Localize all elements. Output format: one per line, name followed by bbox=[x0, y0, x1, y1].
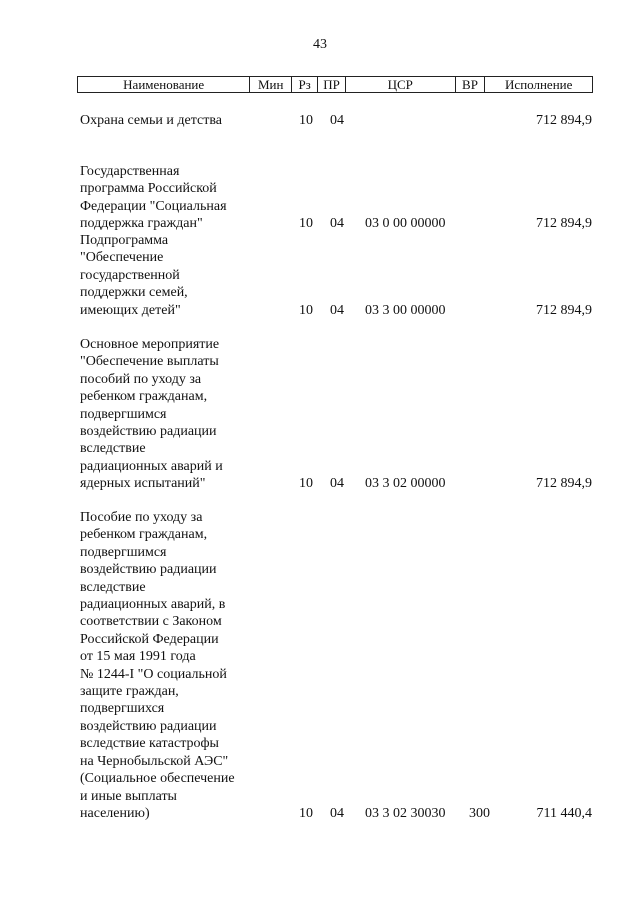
page-number: 43 bbox=[313, 37, 327, 52]
row-csr: 03 0 00 00000 bbox=[365, 216, 446, 232]
table-row bbox=[80, 232, 592, 319]
row-csr: 03 3 02 30030 bbox=[365, 805, 446, 821]
table-row bbox=[80, 163, 592, 233]
header-pr: ПР bbox=[318, 77, 346, 92]
row-csr: 03 3 00 00000 bbox=[365, 302, 446, 318]
row-vr: 300 bbox=[469, 805, 490, 821]
row-csr: 03 3 02 00000 bbox=[365, 476, 446, 492]
row-rz: 10 bbox=[299, 476, 313, 492]
table-row bbox=[80, 336, 592, 493]
row-exec: 711 440,4 bbox=[536, 805, 592, 821]
row-pr: 04 bbox=[330, 302, 344, 318]
row-exec: 712 894,9 bbox=[536, 476, 592, 492]
table-row bbox=[80, 112, 592, 129]
row-exec: 712 894,9 bbox=[536, 113, 592, 128]
table-header bbox=[77, 76, 593, 93]
row-pr: 04 bbox=[330, 113, 344, 128]
row-rz: 10 bbox=[299, 113, 313, 128]
header-csr: ЦСР bbox=[346, 77, 456, 92]
row-exec: 712 894,9 bbox=[536, 216, 592, 232]
row-pr: 04 bbox=[330, 476, 344, 492]
row-name: Основное мероприятие "Обеспечение выплаты пособий по уходу за ребенком гражданам, подвергшимся воздействию радиации вследствие радиационных аварий и ядерных испытаний" bbox=[80, 337, 223, 492]
row-pr: 04 bbox=[330, 216, 344, 232]
table-row bbox=[80, 509, 592, 822]
row-name: Подпрограмма "Обеспечение государственной поддержки семей, имеющих детей" bbox=[80, 233, 188, 318]
header-vr: ВР bbox=[456, 77, 486, 92]
row-pr: 04 bbox=[330, 805, 344, 821]
row-name: Охрана семьи и детства bbox=[80, 113, 222, 128]
row-rz: 10 bbox=[299, 216, 313, 232]
row-rz: 10 bbox=[299, 302, 313, 318]
row-rz: 10 bbox=[299, 805, 313, 821]
row-name: Пособие по уходу за ребенком гражданам, подвергшимся воздействию радиации вследствие радиационных аварий, в соответствии с Законом Российской Федерации от 15 мая 1991 года № 1244-I "О социальной защите граждан, подвергшихся воздействию радиации вследствие катастрофы на Чернобыльской АЭС" (Социальное обеспечение и иные выплаты населению) bbox=[80, 510, 235, 821]
header-exec: Исполнение bbox=[505, 76, 573, 92]
header-rz: Рз bbox=[292, 77, 318, 92]
header-name: Наименование bbox=[78, 77, 250, 92]
row-exec: 712 894,9 bbox=[536, 302, 592, 318]
row-name: Государственная программа Российской Федерации "Социальная поддержка граждан" bbox=[80, 164, 227, 232]
header-min: Мин bbox=[250, 77, 292, 92]
